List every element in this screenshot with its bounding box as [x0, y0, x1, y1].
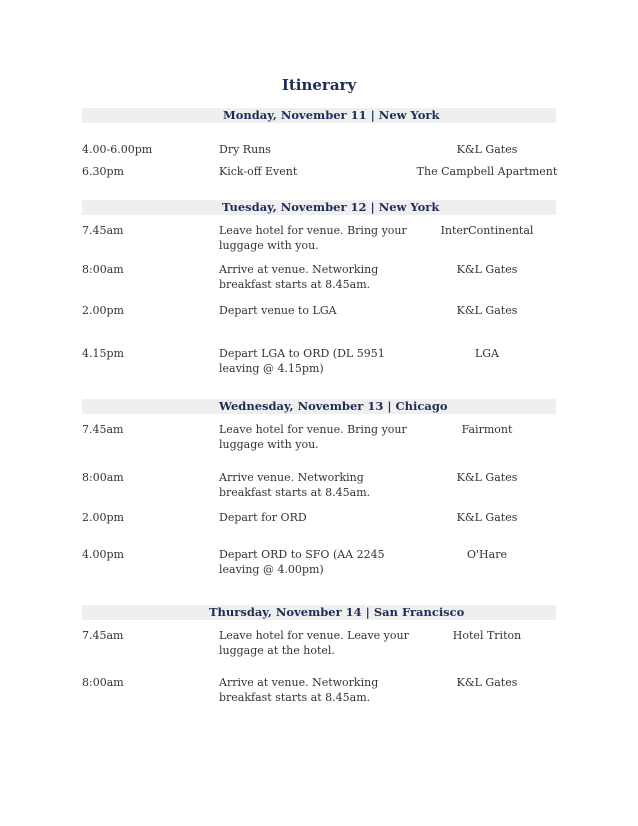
- row-time: 4.00pm: [82, 548, 124, 561]
- row-location: InterContinental: [440, 224, 534, 237]
- row-location: Fairmont: [461, 423, 513, 436]
- day-header-tuesday: [82, 200, 556, 215]
- row-activity: Arrive at venue. Networking breakfast starts at 8.45am.: [219, 263, 379, 291]
- row-activity: Kick-off Event: [219, 165, 298, 178]
- day-header-label: Monday, November 11 | New York: [223, 108, 440, 122]
- row-activity: Depart venue to LGA: [219, 304, 337, 317]
- row-activity: Depart for ORD: [219, 511, 307, 524]
- row-location: The Campbell Apartment: [416, 165, 558, 178]
- row-time: 4.15pm: [82, 347, 124, 360]
- row-time: 7.45am: [82, 629, 124, 642]
- row-location: K&L Gates: [456, 143, 518, 156]
- day-header-label: Tuesday, November 12 | New York: [222, 200, 440, 214]
- day-header-wednesday: [82, 399, 556, 414]
- row-time: 8:00am: [82, 676, 124, 689]
- row-activity: Depart ORD to SFO (AA 2245 leaving @ 4.00pm): [219, 548, 385, 576]
- row-activity: Depart LGA to ORD (DL 5951 leaving @ 4.15pm): [219, 347, 385, 375]
- row-time: 2.00pm: [82, 511, 124, 524]
- day-header-label: Wednesday, November 13 | Chicago: [219, 399, 448, 413]
- row-location: Hotel Triton: [452, 629, 522, 642]
- row-time: 7.45am: [82, 423, 124, 436]
- row-time: 8:00am: [82, 263, 124, 276]
- row-activity: Dry Runs: [219, 143, 271, 156]
- row-time: 8:00am: [82, 471, 124, 484]
- row-location: K&L Gates: [456, 304, 518, 317]
- row-activity: Leave hotel for venue. Leave your luggage at the hotel.: [219, 629, 409, 657]
- row-time: 4.00-6.00pm: [82, 143, 153, 156]
- page-title: Itinerary: [281, 76, 357, 94]
- row-location: K&L Gates: [456, 263, 518, 276]
- row-time: 7.45am: [82, 224, 124, 237]
- row-location: O'Hare: [467, 548, 507, 561]
- row-time: 2.00pm: [82, 304, 124, 317]
- row-activity: Arrive venue. Networking breakfast starts at 8.45am.: [219, 471, 371, 499]
- row-location: K&L Gates: [456, 471, 518, 484]
- day-header-label: Thursday, November 14 | San Francisco: [209, 605, 465, 619]
- row-time: 6.30pm: [82, 165, 124, 178]
- row-activity: Leave hotel for venue. Bring your luggage with you.: [219, 423, 407, 451]
- row-location: K&L Gates: [456, 676, 518, 689]
- row-activity: Leave hotel for venue. Bring your luggage with you.: [219, 224, 407, 252]
- row-location: LGA: [474, 347, 500, 360]
- row-activity: Arrive at venue. Networking breakfast starts at 8.45am.: [219, 676, 379, 704]
- row-location: K&L Gates: [456, 511, 518, 524]
- day-header-monday: [82, 108, 556, 123]
- day-header-thursday: [82, 605, 556, 620]
